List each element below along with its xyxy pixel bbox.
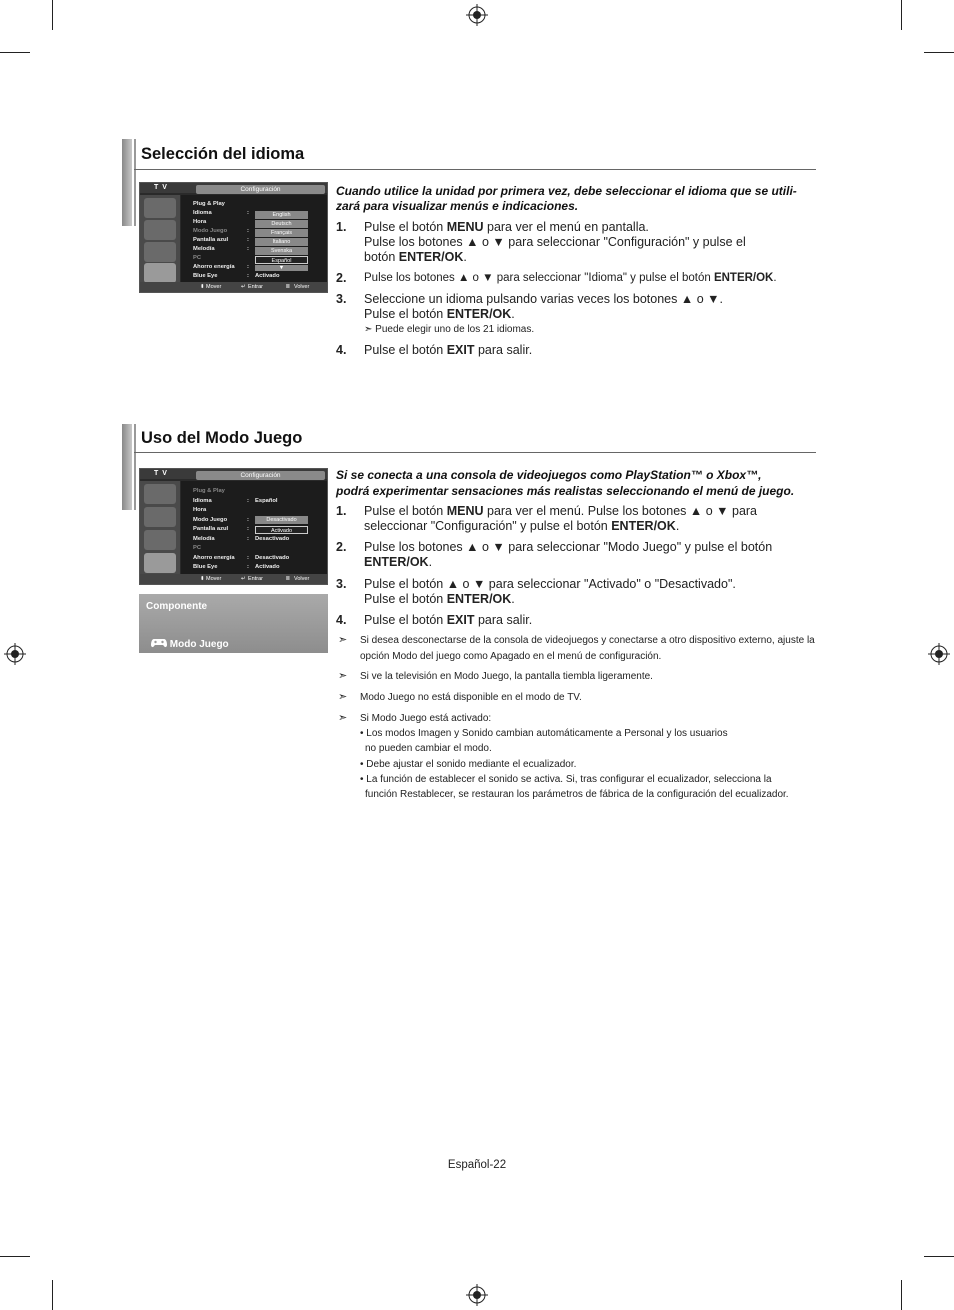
enter-icon: ↵ — [241, 284, 246, 290]
step-text: Pulse los botones ▲ o ▼ para seleccionar "Modo Juego" y pulse el botón — [364, 540, 773, 554]
registration-mark-icon — [928, 643, 950, 665]
crop-mark — [924, 1256, 954, 1257]
osd-option: Deutsch — [255, 220, 308, 228]
osd-tv-label: T V — [154, 470, 168, 477]
step-number: 4. — [336, 343, 347, 357]
osd-row: Plug & Play — [193, 488, 225, 494]
step-text: botón ENTER/OK. — [364, 250, 467, 264]
crop-mark — [52, 1280, 53, 1310]
sound-icon — [144, 242, 176, 262]
osd-row: PC — [193, 545, 202, 551]
step-number: 3. — [336, 292, 347, 306]
osd-row: Melodía — [193, 246, 215, 252]
intro-text: Si se conecta a una consola de videojuegos como PlayStation™ o Xbox™, — [336, 468, 762, 482]
return-icon: Ⅲ — [286, 576, 290, 582]
osd-row: Pantalla azul — [193, 237, 229, 243]
section-title: Selección del idioma — [141, 145, 305, 163]
section-rule — [134, 169, 816, 170]
osd-row: Pantalla azul — [193, 526, 229, 532]
intro-text: podrá experimentar sensaciones más realistas seleccionando el menú de juego. — [336, 484, 795, 498]
bullet-text: función Restablecer, se restauran los parámetros de fábrica de la configuración del ecualizador. — [365, 789, 789, 800]
input-icon — [144, 484, 176, 504]
step-number: 1. — [336, 220, 347, 234]
osd-icon-column — [140, 195, 180, 282]
step-number: 2. — [336, 271, 347, 285]
osd-row: Ahorro energía — [193, 264, 235, 270]
bullet-text: • La función de establecer el sonido se activa. Si, tras configurar el ecualizador, selecciona la — [360, 774, 772, 785]
sound-icon — [144, 530, 176, 550]
picture-icon — [144, 220, 176, 240]
menu-screenshot — [139, 182, 328, 293]
osd-row: Idioma — [193, 498, 212, 504]
osd-row: Ahorro energía — [193, 555, 235, 561]
bullet-text: • Debe ajustar el sonido mediante el ecualizador. — [360, 759, 577, 770]
osd-option-selected: Español — [255, 256, 308, 264]
step-note: ➣ Puede elegir uno de los 21 idiomas. — [364, 324, 535, 335]
step-text: Pulse el botón EXIT para salir. — [364, 613, 533, 627]
section-bar — [122, 424, 132, 510]
page-number: Español-22 — [447, 1159, 507, 1171]
intro-text: Cuando utilice la unidad por primera vez, debe seleccionar el idioma que se utili- — [336, 184, 797, 198]
step-text: Pulse el botón ▲ o ▼ para seleccionar "Activado" o "Desactivado". — [364, 577, 736, 591]
osd-panel: Plug & Play Idioma : Hora Modo Juego : Pantalla azul : Melodía : PC Ahorro energía : Blue Eye : Activado — [181, 195, 327, 282]
note-text: Si ve la televisión en Modo Juego, la pantalla tiembla ligeramente. — [360, 671, 653, 682]
note-text: opción Modo del juego como Apagado en el menú de configuración. — [360, 651, 662, 662]
component-panel — [139, 594, 328, 653]
note-text: Si desea desconectarse de la consola de videojuegos y conectarse a otro dispositivo externo, ajuste la — [360, 635, 815, 646]
menu-screenshot — [139, 468, 328, 585]
osd-option: Svenska — [255, 247, 308, 255]
crop-mark — [0, 1256, 30, 1257]
crop-mark — [924, 52, 954, 53]
gamepad-icon — [151, 638, 167, 648]
section-bar — [134, 424, 136, 510]
return-icon: Ⅲ — [286, 284, 290, 290]
crop-mark — [0, 52, 30, 53]
osd-row: Hora — [193, 507, 207, 513]
osd-panel: Plug & Play Idioma : Español Hora Modo Juego : Pantalla azul : Melodía : Desactivado PC Ahorro energía : Desactivado Blue Eye : Activado — [181, 481, 327, 574]
osd-tv-label: T V — [154, 184, 168, 191]
step-text: Pulse el botón MENU para ver el menú en pantalla. — [364, 220, 649, 234]
note-text: Modo Juego no está disponible en el modo de TV. — [360, 692, 582, 703]
picture-icon — [144, 507, 176, 527]
registration-mark-icon — [4, 643, 26, 665]
osd-footer: ⬍ Mover ↵ Entrar Ⅲ Volver — [140, 574, 327, 584]
section-bar — [134, 139, 136, 226]
osd-option: Desactivado — [255, 516, 308, 524]
step-text: seleccionar "Configuración" y pulse el botón ENTER/OK. — [364, 519, 680, 533]
note-arrow-icon: ➣ — [338, 669, 348, 682]
step-text: Pulse los botones ▲ o ▼ para seleccionar "Idioma" y pulse el botón ENTER/OK. — [364, 272, 777, 284]
setup-icon — [144, 553, 176, 573]
osd-footer: ⬍ Mover ↵ Entrar Ⅲ Volver — [140, 282, 327, 292]
step-text: Pulse los botones ▲ o ▼ para seleccionar "Configuración" y pulse el — [364, 235, 746, 249]
step-text: Pulse el botón ENTER/OK. — [364, 307, 515, 321]
crop-mark — [901, 0, 902, 30]
step-number: 4. — [336, 613, 347, 627]
registration-mark-icon — [466, 1284, 488, 1306]
osd-row: Melodía — [193, 536, 215, 542]
setup-icon — [144, 263, 176, 283]
osd-option: ▼ — [255, 265, 308, 271]
intro-text: zará para visualizar menús e indicaciones. — [336, 199, 579, 213]
component-title: Componente — [146, 601, 208, 612]
section-bar — [122, 139, 132, 226]
osd-icon-column — [140, 481, 180, 574]
osd-row: Hora — [193, 219, 207, 225]
osd-option-selected: Activado — [255, 526, 308, 534]
step-text: Pulse el botón ENTER/OK. — [364, 592, 515, 606]
move-icon: ⬍ — [200, 284, 205, 290]
osd-row: Modo Juego — [193, 228, 228, 234]
enter-icon: ↵ — [241, 576, 246, 582]
step-text: Seleccione un idioma pulsando varias veces los botones ▲ o ▼. — [364, 292, 723, 306]
osd-row: Blue Eye — [193, 564, 218, 570]
osd-row: Plug & Play — [193, 201, 225, 207]
osd-row: Modo Juego — [193, 517, 228, 523]
osd-row: Idioma — [193, 210, 212, 216]
game-mode-item: Modo Juego — [151, 638, 229, 650]
step-number: 2. — [336, 540, 347, 554]
osd-row: PC — [193, 255, 202, 261]
step-text: Pulse el botón EXIT para salir. — [364, 343, 533, 357]
osd-option: Français — [255, 229, 308, 237]
note-arrow-icon: ➣ — [338, 690, 348, 703]
note-arrow-icon: ➣ — [338, 711, 348, 724]
input-icon — [144, 198, 176, 218]
section-title: Uso del Modo Juego — [141, 429, 303, 447]
step-text: Pulse el botón MENU para ver el menú. Pulse los botones ▲ o ▼ para — [364, 504, 758, 518]
registration-mark-icon — [466, 4, 488, 26]
move-icon: ⬍ — [200, 576, 205, 582]
section-rule — [134, 452, 816, 453]
osd-option: Italiano — [255, 238, 308, 246]
crop-mark — [901, 1280, 902, 1310]
note-text: Si Modo Juego está activado: — [360, 713, 492, 724]
bullet-text: • Los modos Imagen y Sonido cambian automáticamente a Personal y los usuarios — [360, 728, 728, 739]
note-arrow-icon: ➣ — [338, 633, 348, 646]
osd-header: Configuración — [196, 185, 325, 194]
crop-mark — [52, 0, 53, 30]
osd-row: Blue Eye — [193, 273, 218, 279]
bullet-text: no pueden cambiar el modo. — [365, 743, 492, 754]
osd-header: Configuración — [196, 471, 325, 480]
step-number: 3. — [336, 577, 347, 591]
step-number: 1. — [336, 504, 347, 518]
osd-option: English — [255, 211, 308, 219]
step-text: ENTER/OK. — [364, 555, 433, 569]
